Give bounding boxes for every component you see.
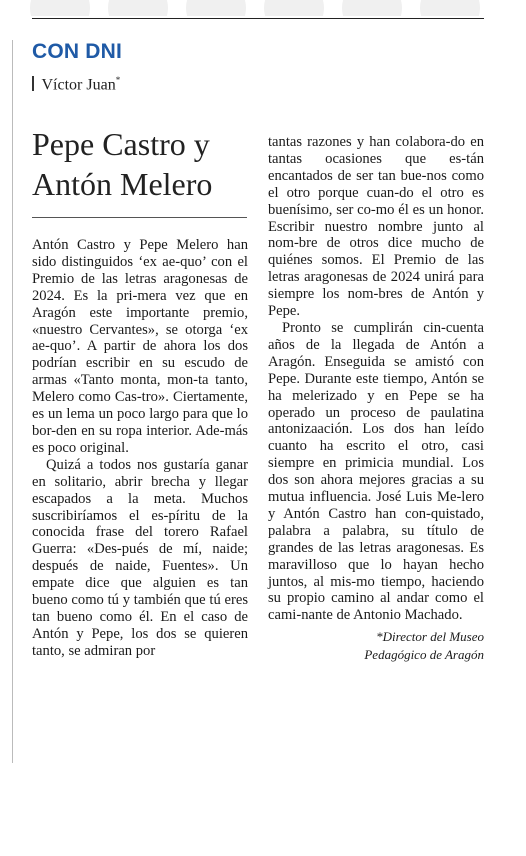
paragraph: Antón Castro y Pepe Melero han sido distinguidos ‘ex ae-quo’ con el Premio de las letras aragonesas de 2024. Es la pri-mera vez que en Aragón este importante premio, «nuestro Cervantes», se otorga ‘ex ae-quo’. A partir de ahora los dos podrían escribir en su escudo de armas «Tanto monta, mon-ta tanto, Melero como Cas-tro». Ciertamente, es un lema un poco largo para que lo bor-den en su ropa interior. Ade-más es poco original. [32, 237, 248, 456]
headline-line-1: Pepe Castro y [32, 126, 210, 162]
byline [32, 75, 120, 94]
signature [268, 628, 484, 664]
ghost-banner [30, 0, 500, 16]
headline [32, 124, 252, 204]
paragraph: Pronto se cumplirán cin-cuenta años de la llegada de Antón a Aragón. Enseguida se amistó con Pepe. Durante este tiempo, Antón se ha melerizado y en Pepe se ha operado un proceso de paulatina antonizaación. Los dos han leído cuanto ha escrito el otro, casi siempre en primicia mundial. Los dos son ahora mejores gracias a su mutua influencia. José Luis Me-lero y Antón Castro han con-quistado, palabra a palabra, su título de grandes de las letras aragonesas. Es maravilloso que lo hayan hecho juntos, al mis-mo tiempo, haciendo su propio camino al andar como el cami-nante de Antonio Machado. [268, 319, 484, 624]
top-rule [32, 18, 484, 19]
paragraph: tantas razones y han colabora-do en tantas ocasiones que es-tán encantados de ser tan bue-nos como el otro porque cuan-do el otro es buenísimo, ser co-mo él es un honor. Escribir nuestro nombre junto al nom-bre de otros dice mucho de quiénes somos. El Premio de las letras aragonesas de 2024 unirá para siempre los nom-bres de Antón y Pepe. [268, 134, 484, 320]
margin-rule [12, 40, 13, 763]
byline-bar [32, 76, 34, 91]
author-name: Víctor Juan [41, 76, 116, 94]
headline-rule [32, 217, 247, 218]
column-1 [32, 237, 248, 660]
signature-line-2: Pedagógico de Aragón [364, 647, 484, 663]
signature-line-1: *Director del Museo [376, 629, 484, 645]
paragraph: Quizá a todos nos gustaría ganar en solitario, abrir brecha y llegar escapados a la meta. Muchos suscribiríamos el es-píritu de la conocida frase del torero Rafael Guerra: «Des-pués de mí, naide; después de naide, Fuentes». Un empate dice que alguien es tan bueno como tú y también que tú eres tan bueno como él. En el caso de Antón y Pepe, los dos se quieren tanto, se admiran por [32, 456, 248, 659]
section-label: CON DNI [32, 40, 123, 63]
author-mark: * [115, 75, 121, 85]
headline-line-2: Antón Melero [32, 166, 213, 202]
column-2 [268, 134, 484, 664]
